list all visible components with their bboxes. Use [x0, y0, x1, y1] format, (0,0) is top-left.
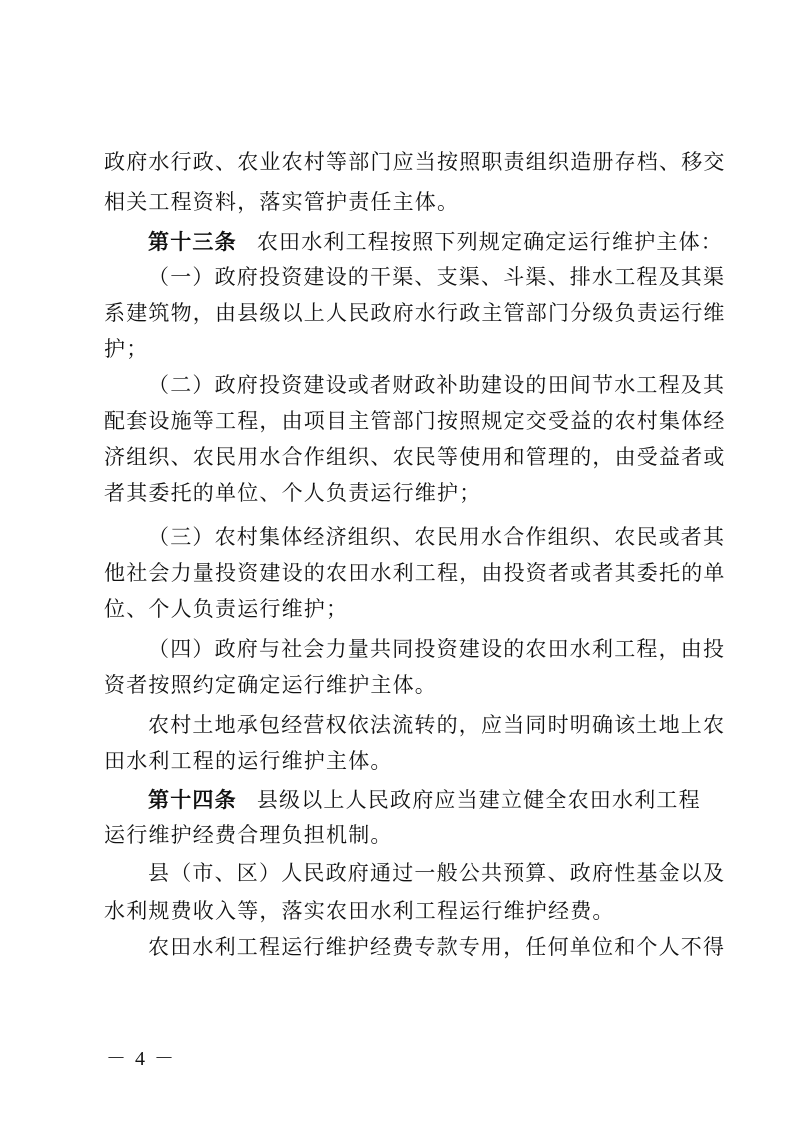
- article-13-body: 农田水利工程按照下列规定确定运行维护主体：: [256, 230, 724, 254]
- text-line: 农田水利工程运行维护经费专款专用，任何单位和个人不得: [148, 935, 726, 959]
- article-14-heading: 第十四条: [148, 788, 237, 812]
- article-13-heading: 第十三条: [148, 230, 237, 254]
- text-line: 田水利工程的运行维护主体。: [104, 749, 393, 773]
- text-line: 位、个人负责运行维护；: [104, 597, 349, 621]
- page-number: － 4 －: [106, 1048, 176, 1070]
- text-line: 他社会力量投资建设的农田水利工程，由投资者或者其委托的单: [104, 561, 726, 585]
- text-line: 相关工程资料，落实管护责任主体。: [104, 190, 460, 214]
- text-line: 政府水行政、农业农村等部门应当按照职责组织造册存档、移交: [104, 150, 726, 174]
- text-line: 护；: [104, 337, 149, 361]
- text-line: 配套设施等工程，由项目主管部门按照规定交受益的农村集体经: [104, 409, 726, 433]
- text-line: 县（市、区）人民政府通过一般公共预算、政府性基金以及: [148, 861, 726, 885]
- text-line: （二）政府投资建设或者财政补助建设的田间节水工程及其: [148, 373, 726, 397]
- text-line: （四）政府与社会力量共同投资建设的农田水利工程，由投: [148, 637, 726, 661]
- text-line: 者其委托的单位、个人负责运行维护；: [104, 481, 482, 505]
- article-14-body: 县级以上人民政府应当建立健全农田水利工程: [256, 788, 701, 812]
- text-line: 农村土地承包经营权依法流转的，应当同时明确该土地上农: [148, 713, 726, 737]
- article-13: [148, 225, 723, 259]
- text-line: 系建筑物，由县级以上人民政府水行政主管部门分级负责运行维: [104, 301, 726, 325]
- text-line: 水利规费收入等，落实农田水利工程运行维护经费。: [104, 899, 615, 923]
- text-line: 资者按照约定确定运行维护主体。: [104, 673, 437, 697]
- text-line: 济组织、农民用水合作组织、农民等使用和管理的，由受益者或: [104, 445, 726, 469]
- text-line: 运行维护经费合理负担机制。: [104, 823, 393, 847]
- text-line: （一）政府投资建设的干渠、支渠、斗渠、排水工程及其渠: [148, 265, 726, 289]
- article-14: [148, 783, 701, 817]
- text-line: （三）农村集体经济组织、农民用水合作组织、农民或者其: [148, 525, 726, 549]
